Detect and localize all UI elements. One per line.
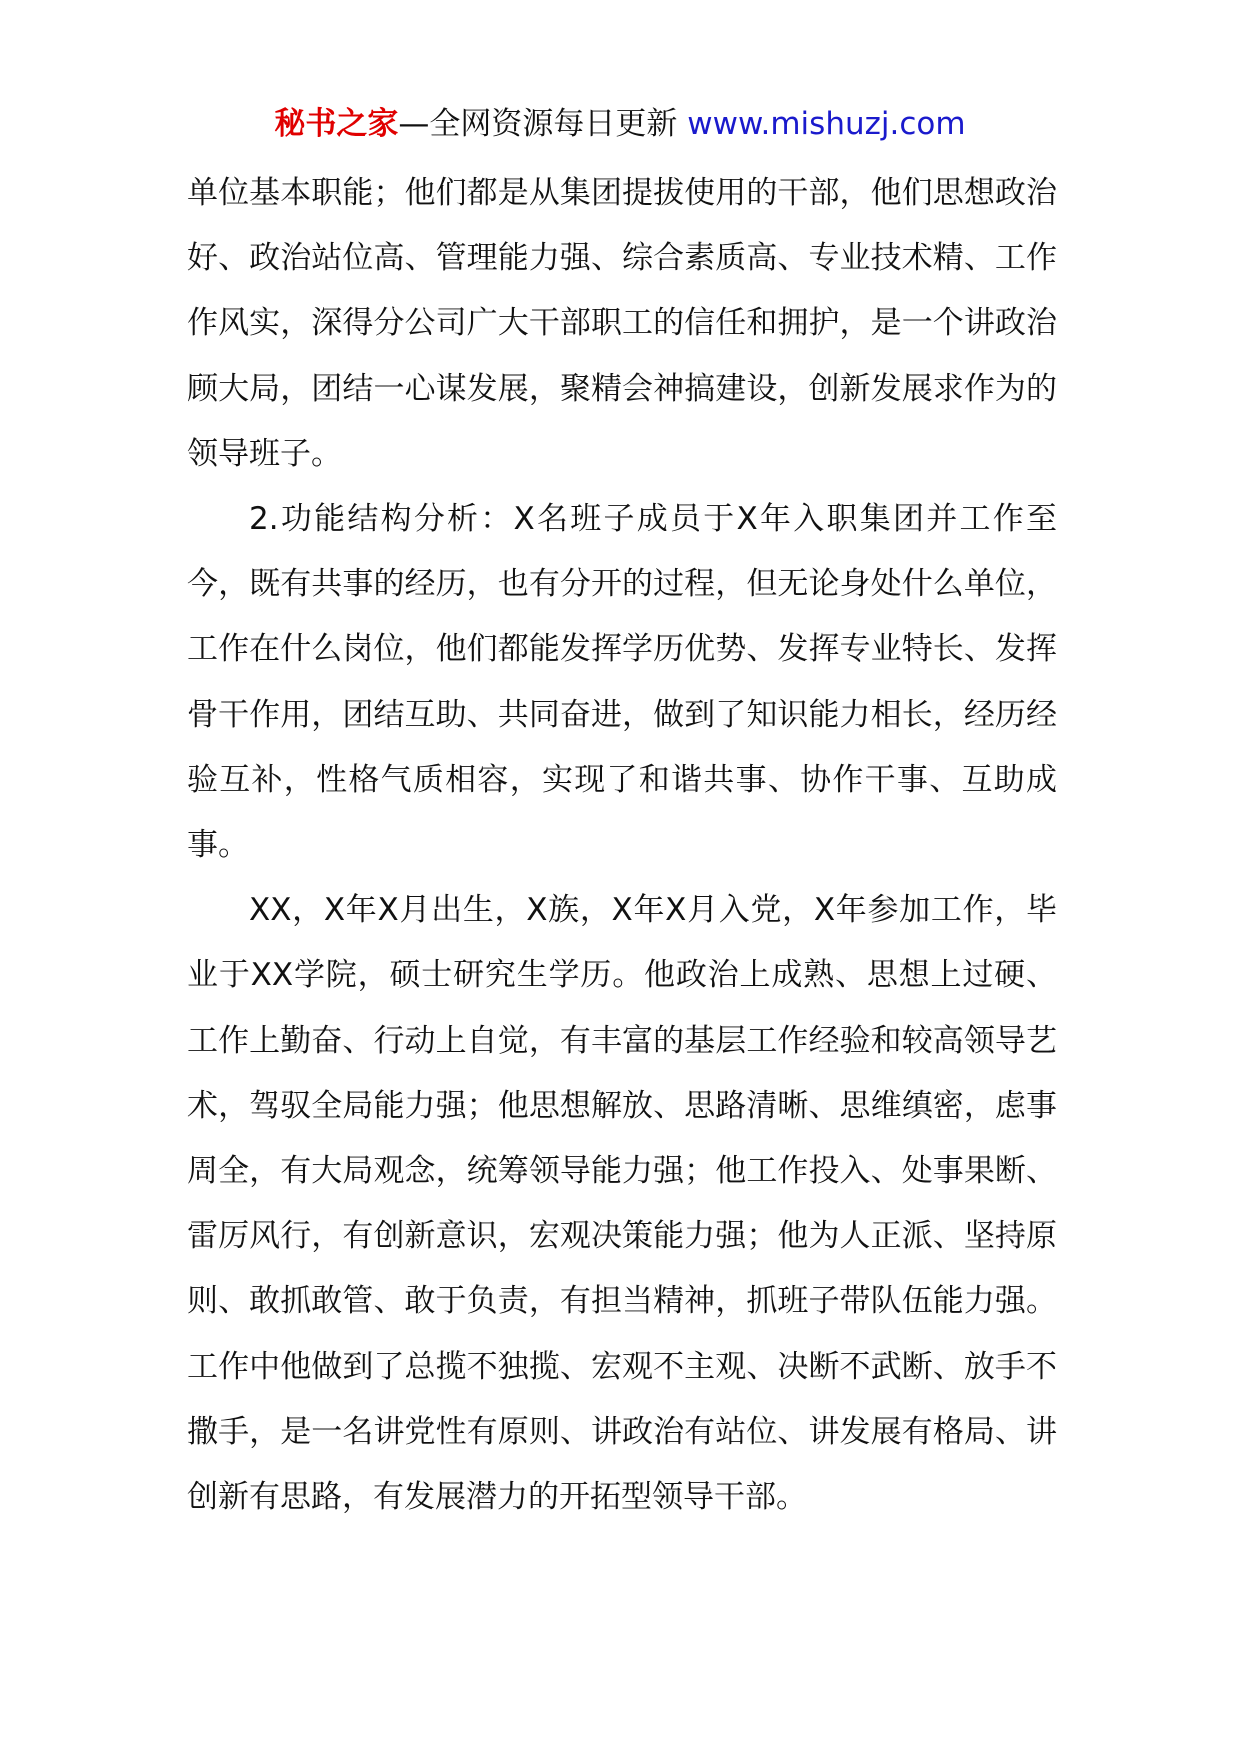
- paragraph-continued: 单位基本职能；他们都是从集团提拔使用的干部，他们思想政治好、政治站位高、管理能力强、综合素质高、专业技术精、工作作风实，深得分公司广大干部职工的信任和拥护，是一个讲政治顾大局，团结一心谋发展，聚精会神搞建设，创新发展求作为的领导班子。: [187, 175, 1057, 472]
- document-body: [187, 161, 1057, 1530]
- brand-name: 秘书之家: [274, 106, 399, 142]
- page-header: [0, 100, 1240, 148]
- paragraph-member-profile: XX，X年X月出生，X族，X年X月入党，X年参加工作，毕业于XX学院，硕士研究生学历。他政治上成熟、思想上过硬、工作上勤奋、行动上自觉，有丰富的基层工作经验和较高领导艺术，驾驭全局能力强；他思想解放、思路清晰、思维缜密，虑事周全，有大局观念，统筹领导能力强；他工作投入、处事果断、雷厉风行，有创新意识，宏观决策能力强；他为人正派、坚持原则、敢抓敢管、敢于负责，有担当精神，抓班子带队伍能力强。工作中他做到了总揽不独揽、宏观不主观、决断不武断、放手不撒手，是一名讲党性有原则、讲政治有站位、讲发展有格局、讲创新有思路，有发展潜力的开拓型领导干部。: [187, 892, 1057, 1516]
- paragraph-structure-analysis: 2.功能结构分析：X名班子成员于X年入职集团并工作至今，既有共事的经历，也有分开的过程，但无论身处什么单位，工作在什么岗位，他们都能发挥学历优势、发挥专业特长、发挥骨干作用，团结互助、共同奋进，做到了知识能力相长，经历经验互补，性格气质相容，实现了和谐共事、协作干事、互助成事。: [187, 501, 1057, 864]
- site-url-link[interactable]: www.mishuzj.com: [687, 106, 966, 142]
- header-slogan: —全网资源每日更新: [398, 106, 678, 142]
